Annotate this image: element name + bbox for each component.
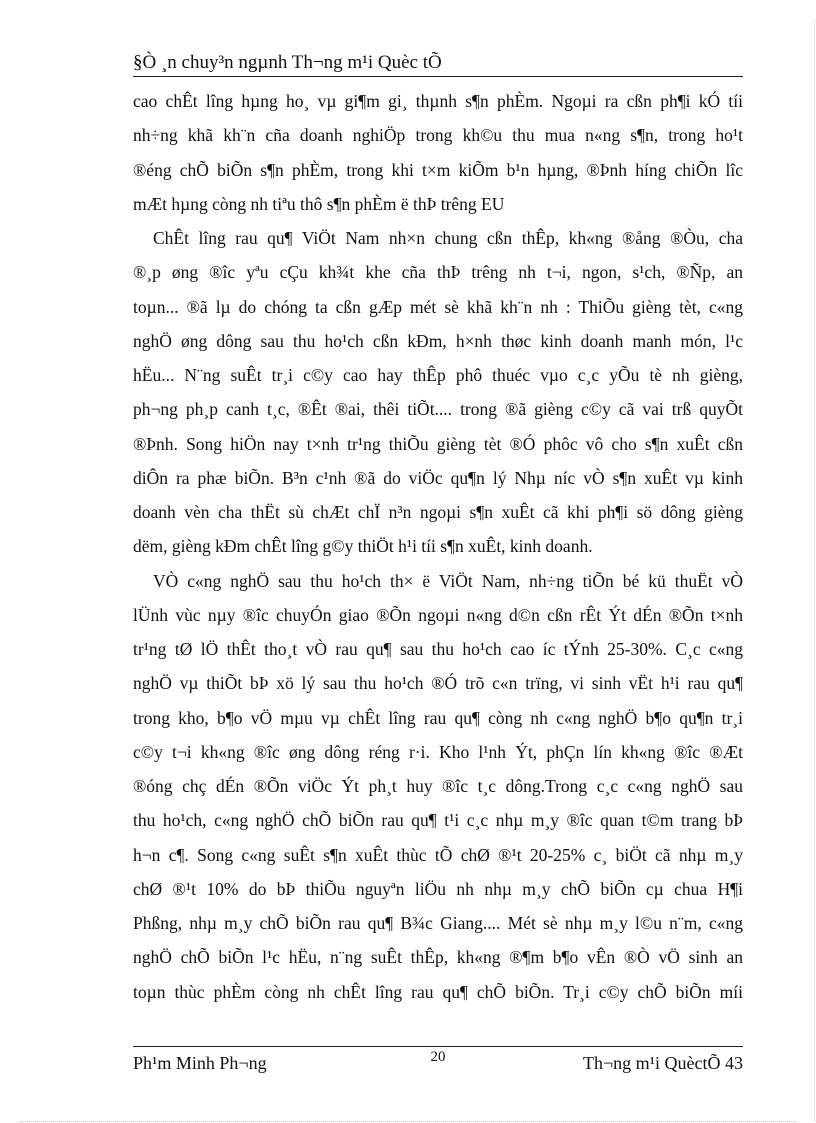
text-line: nghÖ øng dông sau thu ho¹ch cßn kÐm, h×nh thøc kinh doanh manh món, l¹c [133,330,743,351]
paragraph-start-line: VÒ c«ng nghÖ sau thu ho¹ch th× ë ViÖt Nam, nh÷ng tiÕn bé kü thuËt vÒ [153,570,743,591]
text-line: thu ho¹ch, c«ng nghÖ chÕ biÕn rau qu¶ t¹i c¸c nhµ m¸y ®îc quan t©m trang bÞ [133,810,743,831]
text-line: mÆt hµng còng nh tiªu thô s¶n phÈm ë thÞ trêng EU [133,193,505,214]
text-line: c©y t¬i kh«ng ®îc øng dông réng r·i. Kho l¹nh Ýt, phÇn lín kh«ng ®îc ®Æt [133,741,743,762]
paragraph-start-line: ChÊt lîng rau qu¶ ViÖt Nam nh×n chung cßn thÊp, kh«ng ®ång ®Òu, cha [153,228,743,248]
page-edge-bottom [20,1121,796,1122]
text-line: Phßng, nhµ m¸y chÕ biÕn rau qu¶ B¾c Giang.... Mét sè nhµ m¸y l©u n¨m, c«ng [133,913,743,933]
text-line: dëm, gièng kÐm chÊt lîng g©y thiÖt h¹i tíi s¶n xuÊt, kinh doanh. [133,536,593,557]
page-edge-right [814,20,815,1121]
page-number: 20 [430,1049,446,1065]
text-line: h¬n c¶. Song c«ng suÊt s¶n xuÊt thùc tÕ chØ ®¹t 20-25% c¸ biÖt cã nhµ m¸y [133,844,743,865]
footer-author: Ph¹m Minh Ph¬ng [133,1053,267,1073]
text-line: ®óng chç dÉn ®Õn viÖc Ýt ph¸t huy ®îc t¸c dông.Trong c¸c c«ng nghÖ sau [133,776,743,796]
text-line: ®éng chÕ biÕn s¶n phÈm, trong khi t×m kiÕm b¹n hµng, ®Þnh híng chiÕn lîc [133,159,743,180]
page-header [133,50,743,77]
text-line: hËu... N¨ng suÊt tr¸i c©y cao hay thÊp phô thuéc vµo c¸c yÕu tè nh gièng, [133,365,743,385]
body-text [133,84,743,1009]
text-line: ph¬ng ph¸p canh t¸c, ®Êt ®ai, thêi tiÕt.... trong ®ã gièng c©y cã vai trß quyÕt [133,399,743,420]
text-line: ®Þnh. Song hiÖn nay t×nh tr¹ng thiÕu gièng tèt ®Ó phôc vô cho s¶n xuÊt cßn [133,433,743,454]
header-title: §Ò ¸n chuy³n ngµnh Th¬ng m¹i Quèc tÕ [133,52,442,73]
text-line: trong kho, b¶o vÖ mµu vµ chÊt lîng rau qu¶ còng nh c«ng nghÖ b¶o qu¶n tr¸i [133,707,743,728]
text-line: ®¸p øng ®îc yªu cÇu kh¾t khe cña thÞ trêng nh t¬i, ngon, s¹ch, ®Ñp, an [133,262,743,283]
text-line: lÜnh vùc nµy ®îc chuyÓn giao ®Õn ngoµi n«ng d©n cßn rÊt Ýt dÉn ®Õn t×nh [133,604,743,625]
text-line: tr¹ng tØ lÖ thÊt tho¸t vÒ rau qu¶ sau thu ho¹ch cao íc tÝnh 25-30%. C¸c c«ng [133,639,743,659]
page-footer [133,1046,743,1075]
text-line: chØ ®¹t 10% do bÞ thiÕu nguyªn liÖu nh nhµ m¸y chÕ biÕn cµ chua H¶i [133,878,743,899]
footer-class: Th¬ng m¹i QuèctÕ 43 [582,1053,743,1073]
text-line: nghÖ chÕ biÕn l¹c hËu, n¨ng suÊt thÊp, kh«ng ®¶m b¶o vÊn ®Ò vÖ sinh an [133,947,743,968]
text-line: toµn... ®ã lµ do chóng ta cßn gÆp mét sè khã kh¨n nh : ThiÕu gièng tèt, c«ng [133,296,743,317]
text-line: diÔn ra phæ biÕn. B³n c¹nh ®ã do viÖc qu¶n lý Nhµ níc vÒ s¶n xuÊt vµ kinh [133,467,743,488]
text-line: nghÖ vµ thiÕt bÞ xö lý sau thu ho¹ch ®Ó trõ c«n trïng, vi sinh vËt h¹i rau qu¶ [133,673,743,694]
text-line: nh÷ng khã kh¨n cña doanh nghiÖp trong kh©u thu mua n«ng s¶n, trong ho¹t [133,125,743,146]
text-line: cao chÊt lîng hµng ho¸ vµ gi¶m gi¸ thµnh s¶n phÈm. Ngoµi ra cßn ph¶i kÓ tíi [133,91,743,111]
text-line: toµn thùc phÈm còng nh chÊt lîng rau qu¶ chÕ biÕn. Tr¸i c©y chÕ biÕn míi [133,981,743,1002]
text-line: doanh vèn cha thËt sù chÆt chÏ n³n ngoµi s¶n xuÊt cã khi ph¶i sö dông gièng [133,502,743,522]
